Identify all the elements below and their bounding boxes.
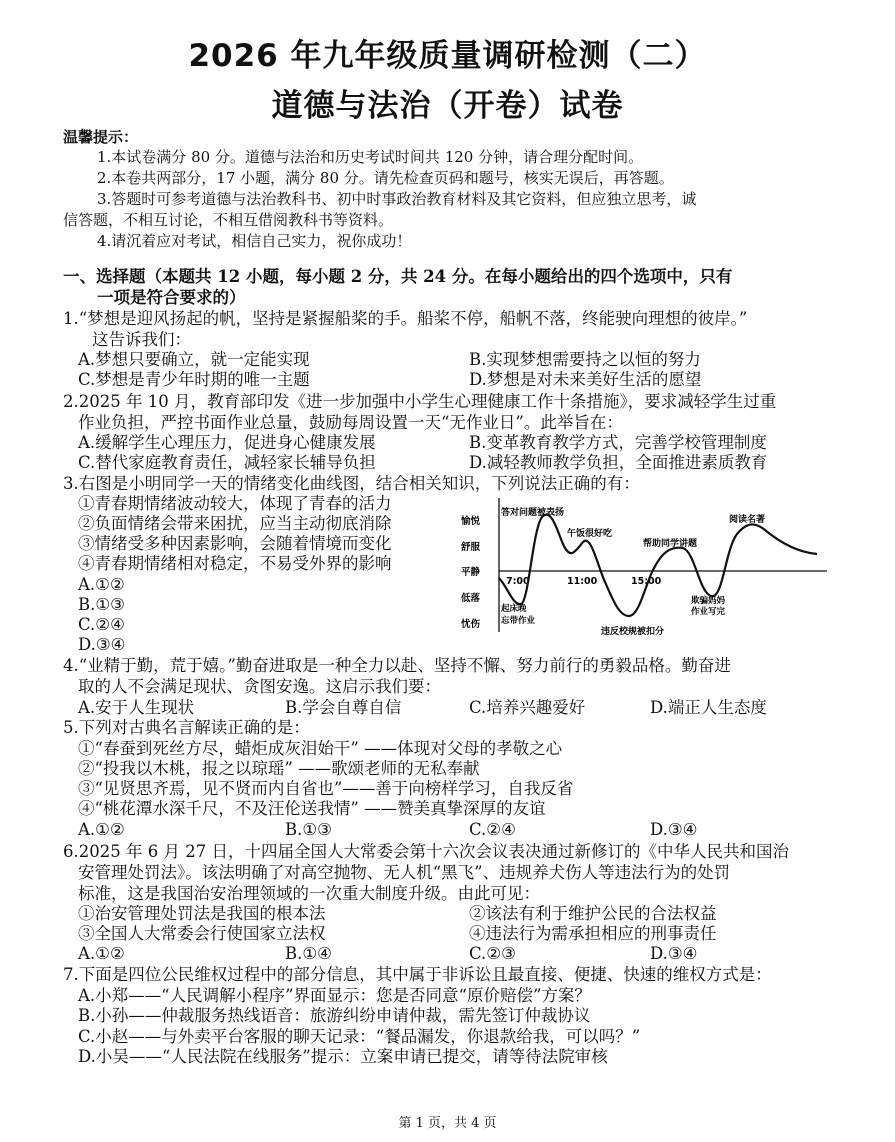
q5-statement: ③“见贤思齐焉，见不贤而内自省也”——善于向榜样学习，自我反省 [78,779,574,798]
page-footer: 第 1 页，共 4 页 [398,1116,497,1131]
notice-item: 2.本卷共两部分，17 小题，满分 80 分。请先检查页码和题号，核实无误后，再答题。 [97,169,674,187]
chart-annotation: 答对问题被表扬 [501,508,565,518]
exam-subtitle: 道德与法治（开卷）试卷 [271,88,624,124]
notice-item: 3.答题时可参考道德与法治教科书、初中时事政治教育材料及其它资料，但应独立思考，诚 [97,190,697,208]
q7-option-d: D.小吴——“人民法院在线服务”提示：立案申请已提交，请等待法院审核 [78,1047,608,1066]
q1-option-c: C.梦想是青少年时期的唯一主题 [78,370,310,389]
chart-annotation: 午饭很好吃 [567,529,613,539]
q6-option-c: C.②③ [469,944,516,963]
q3-statement: ③情绪受多种因素影响，会随着情境而变化 [78,534,392,553]
emotion-chart [455,494,835,644]
emotion-curve [499,515,817,616]
q2-option-c: C.替代家庭教育责任，减轻家长辅导负担 [78,453,376,472]
q4-option-b: B.学会自尊自信 [285,698,402,717]
q3-option-d: D.③④ [78,635,126,654]
question-2-stem: 作业负担，严控书面作业总量，鼓励每周设置一天“无作业日”。此举旨在： [78,413,623,432]
question-6-stem: 安管理处罚法》。该法明确了对高空抛物、无人机“黑飞”、违规养犬伤人等违法行为的处罚 [78,863,731,882]
q3-statement: ②负面情绪会带来困扰，应当主动彻底消除 [78,514,392,533]
notice-item: 信答题，不相互讨论，不相互借阅教科书等资料。 [63,211,394,229]
notice-item: 1.本试卷满分 80 分。道德与法治和历史考试时间共 120 分钟，请合理分配时间。 [97,148,644,166]
question-1-stem: 1.“梦想是迎风扬起的帆，坚持是紧握船桨的手。船桨不停，船帆不落，终能驶向理想的彼岸。” [63,309,748,328]
q7-option-a: A.小郑——“人民调解小程序”界面显示：您是否同意“原价赔偿”方案？ [78,986,591,1005]
q3-statement: ④青春期情绪相对稳定，不易受外界的影响 [78,554,392,573]
exam-title: 2026 年九年级质量调研检测（二） [188,38,707,74]
q5-option-a: A.①② [78,820,125,839]
q4-option-a: A.安于人生现状 [78,698,195,717]
notice-heading: 温馨提示： [63,128,139,146]
q6-option-d: D.③④ [650,944,698,963]
q5-statement: ④“桃花潭水深千尺，不及汪伦送我情” ——赞美真挚深厚的友谊 [78,799,546,818]
question-3-stem: 3.右图是小明同学一天的情绪变化曲线图，结合相关知识，下列说法正确的有： [63,474,640,493]
chart-annotation: 起床晚 [501,604,527,614]
q4-option-c: C.培养兴趣爱好 [469,698,586,717]
question-4-stem: 取的人不会满足现状、贪图安逸。这启示我们要： [78,677,441,696]
q7-option-b: B.小孙——仲裁服务热线语音：旅游纠纷申请仲裁，需先签订仲裁协议 [78,1006,591,1025]
q6-statement: ①治安管理处罚法是我国的根本法 [78,904,326,923]
x-tick-label: 15:00 [631,576,662,587]
q6-option-b: B.①④ [285,944,332,963]
chart-annotation: 阅读名著 [729,515,766,525]
y-level-label: 平静 [461,567,481,578]
q6-statement: ④违法行为需承担相应的刑事责任 [469,924,717,943]
q3-statement: ①青春期情绪波动较大，体现了青春的活力 [78,494,392,513]
y-level-label: 愉悦 [461,516,481,527]
q7-option-c: C.小赵——与外卖平台客服的聊天记录：“餐品漏发，你退款给我，可以吗？” [78,1027,641,1046]
q6-option-a: A.①② [78,944,125,963]
section-heading: 一、选择题（本题共 12 小题，每小题 2 分，共 24 分。在每小题给出的四个选项中，只有 [63,267,733,286]
y-level-label: 忧伤 [461,619,481,630]
q1-option-d: D.梦想是对未来美好生活的愿望 [469,370,702,389]
q5-option-d: D.③④ [650,820,698,839]
q2-option-b: B.变革教育教学方式，完善学校管理制度 [469,433,767,452]
chart-annotation: 帮助同学讲题 [643,539,698,549]
chart-annotation: 违反校规被扣分 [601,627,665,637]
chart-annotation: 作业写完 [691,607,726,617]
x-tick-label: 11:00 [567,576,598,587]
question-2-stem: 2.2025 年 10 月，教育部印发《进一步加强中小学生心理健康工作十条措施》，要求减轻学生过重 [63,392,777,411]
q5-option-b: B.①③ [285,820,332,839]
y-level-label: 舒服 [461,542,481,553]
chart-annotation: 欺骗妈妈 [691,596,726,606]
x-tick-label: 7:00 [506,576,530,587]
q1-option-a: A.梦想只要确立，就一定能实现 [78,350,310,369]
notice-item: 4.请沉着应对考试，相信自己实力，祝你成功！ [97,232,412,250]
question-5-stem: 5.下列对古典名言解读正确的是： [63,718,310,737]
section-heading: 一项是符合要求的） [97,288,246,307]
question-4-stem: 4.“业精于勤，荒于嬉。”勤奋进取是一种全力以赴、坚持不懈、努力前行的勇毅品格。勤奋进 [63,656,731,675]
question-6-stem: 6.2025 年 6 月 27 日，十四届全国人大常委会第十六次会议表决通过新修订的《中华人民共和国治 [63,842,789,861]
chart-annotation: 忘带作业 [501,616,536,626]
question-1-stem: 这告诉我们： [92,330,191,349]
q6-statement: ③全国人大常委会行使国家立法权 [78,924,326,943]
y-level-label: 低落 [461,593,481,604]
q4-option-d: D.端正人生态度 [650,698,767,717]
q3-option-b: B.①③ [78,595,125,614]
q3-option-a: A.①② [78,575,125,594]
q2-option-d: D.减轻教师教学负担，全面推进素质教育 [469,453,768,472]
question-6-stem: 标准，这是我国治安治理领域的一次重大制度升级。由此可见： [78,884,540,903]
q2-option-a: A.缓解学生心理压力，促进身心健康发展 [78,433,376,452]
q5-option-c: C.②④ [469,820,516,839]
question-7-stem: 7.下面是四位公民维权过程中的部分信息，其中属于非诉讼且最直接、便捷、快速的维权方式是： [63,965,772,984]
q5-statement: ②“投我以木桃，报之以琼瑶” ——歌颂老师的无私奉献 [78,759,480,778]
q3-option-c: C.②④ [78,615,125,634]
q5-statement: ①“春蚕到死丝方尽，蜡炬成灰泪始干” ——体现对父母的孝敬之心 [78,739,563,758]
q6-statement: ②该法有利于维护公民的合法权益 [469,904,717,923]
q1-option-b: B.实现梦想需要持之以恒的努力 [469,350,701,369]
